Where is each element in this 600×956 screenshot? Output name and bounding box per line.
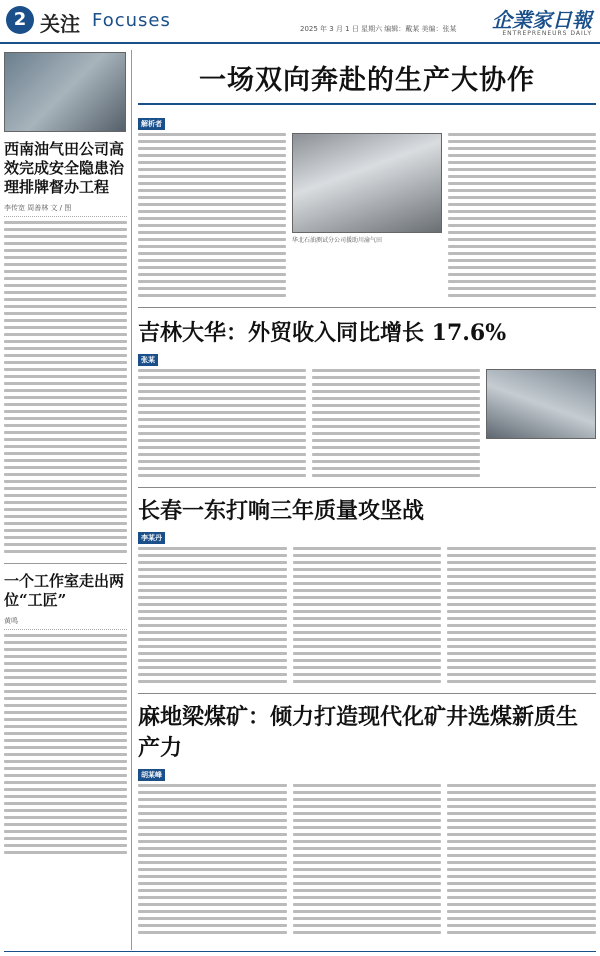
brand-en: ENTREPRENEURS DAILY [502, 30, 592, 37]
story-3-col-3 [447, 547, 596, 687]
story-2-col-2 [312, 369, 480, 481]
left-byline-2: 黄鸣 [4, 616, 127, 630]
divider [138, 693, 596, 694]
left-photo [4, 52, 126, 132]
headline-3: 长春一东打响三年质量攻坚战 [138, 498, 425, 524]
story-1 [138, 133, 596, 301]
story-1-photo-wrap [292, 133, 442, 301]
left-body-1 [4, 221, 127, 553]
divider [138, 487, 596, 488]
tag-2: 张某 [138, 354, 158, 366]
tag-3: 李某丹 [138, 532, 165, 544]
story-4-col-1 [138, 784, 287, 938]
left-headline-2: 一个工作室走出两位“工匠” [4, 563, 127, 610]
story-3-col-1 [138, 547, 287, 687]
story-1-col-1 [138, 133, 286, 301]
left-byline-1: 李传宽 周善林 文 / 图 [4, 203, 127, 217]
footer-rule [4, 951, 596, 952]
left-body-2 [4, 634, 127, 854]
left-column [4, 50, 132, 950]
story-2 [138, 369, 596, 481]
divider [138, 103, 596, 105]
page-number: 2 [6, 6, 34, 34]
masthead [0, 0, 600, 44]
tag-4: 胡某峰 [138, 769, 165, 781]
story-2-col-1 [138, 369, 306, 481]
issue-info: 2025 年 3 月 1 日 星期六 编辑：戴某 美编：张某 [300, 25, 457, 33]
story-3 [138, 547, 596, 687]
tag-1: 解析者 [138, 118, 165, 130]
story-1-caption: 华北石油测试分公司援助川渝气田 [292, 237, 383, 244]
headline-1: 一场双向奔赴的生产大协作 [199, 65, 535, 96]
left-headline-1: 西南油气田公司高效完成安全隐患治理排牌督办工程 [4, 140, 125, 196]
story-4-col-2 [293, 784, 442, 938]
divider [138, 307, 596, 308]
section-title: 关注 [40, 12, 80, 36]
story-4 [138, 784, 596, 938]
story-1-col-2 [448, 133, 596, 301]
story-2-photo [486, 369, 596, 439]
headline-2: 吉林大华：外贸收入同比增长 17.6% [138, 320, 507, 346]
story-1-photo [292, 133, 442, 233]
story-4-col-3 [447, 784, 596, 938]
main-area [138, 50, 596, 938]
headline-4: 麻地梁煤矿：倾力打造现代化矿井选煤新质生产力 [138, 704, 579, 761]
brand-logo: 企業家日報 [492, 8, 592, 32]
story-3-col-2 [293, 547, 442, 687]
section-title-en: Focuses [92, 10, 171, 31]
